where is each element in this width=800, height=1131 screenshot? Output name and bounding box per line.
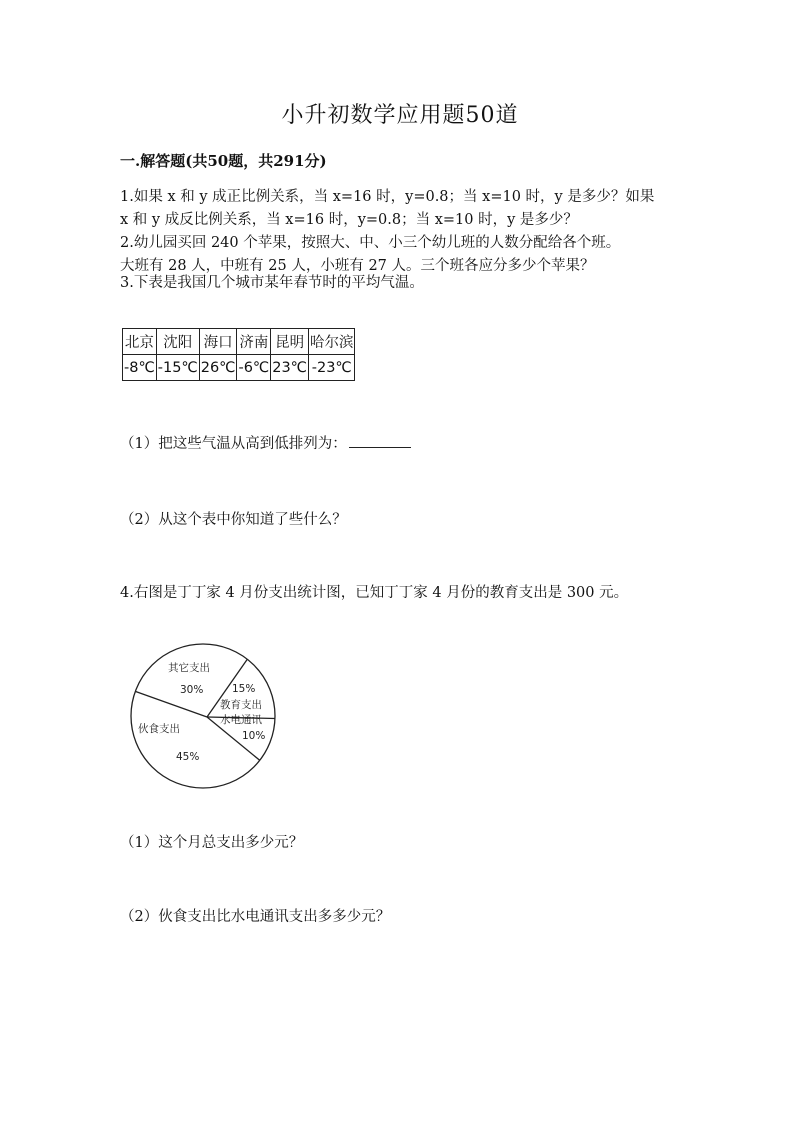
pie-value-education: 15% (232, 683, 256, 695)
table-cell-city: 沈阳 (156, 329, 199, 355)
pie-label-food: 伙食支出 (138, 723, 180, 735)
answer-blank[interactable] (349, 433, 411, 448)
pie-value-food: 45% (176, 751, 200, 763)
section-heading: 一.解答题(共50题，共291分) (120, 152, 327, 170)
question-3-text: 3.下表是我国几个城市某年春节时的平均气温。 (120, 275, 424, 291)
question-2-line-1: 2.幼儿园买回 240 个苹果，按照大、中、小三个幼儿班的人数分配给各个班。 (120, 235, 621, 251)
pie-value-other: 30% (180, 684, 204, 696)
pie-value-utilities: 10% (242, 730, 266, 742)
pie-label-utilities: 水电通讯 (220, 714, 262, 726)
question-4-sub-2: （2）伙食支出比水电通讯支出多多少元？ (120, 909, 391, 925)
table-cell-city: 济南 (237, 329, 271, 355)
question-4-text: 4.右图是丁丁家 4 月份支出统计图，已知丁丁家 4 月份的教育支出是 300 元。 (120, 585, 629, 601)
table-cell-temp: 26℃ (199, 355, 237, 381)
question-1-line-2: x 和 y 成反比例关系，当 x=16 时，y=0.8；当 x=10 时，y 是多少？ (120, 212, 578, 228)
table-cell-city: 北京 (123, 329, 157, 355)
table-cell-city: 海口 (199, 329, 237, 355)
question-4 (120, 582, 690, 605)
pie-svg (124, 640, 284, 790)
table-cell-temp: -6℃ (237, 355, 271, 381)
question-3-sub-1 (120, 432, 411, 453)
question-1-line-1: 1.如果 x 和 y 成正比例关系，当 x=16 时，y=0.8；当 x=10 时，y 是多少？如果 (120, 189, 655, 205)
expense-pie-chart (124, 640, 284, 790)
table-cell-temp: -23℃ (308, 355, 355, 381)
table-cell-city: 哈尔滨 (308, 329, 355, 355)
table-cell-temp: 23℃ (271, 355, 309, 381)
page-title: 小升初数学应用题50道 (281, 103, 519, 128)
pie-label-other: 其它支出 (168, 662, 210, 674)
question-3-sub-1-text: （1）把这些气温从高到低排列为： (120, 436, 347, 452)
question-2-line-2: 大班有 28 人，中班有 25 人，小班有 27 人。三个班各应分多少个苹果？ (120, 258, 595, 274)
question-3 (120, 272, 690, 295)
temperature-table (122, 328, 355, 381)
table-row-cities (123, 329, 355, 355)
table-cell-city: 昆明 (271, 329, 309, 355)
pie-label-education: 教育支出 (220, 699, 262, 711)
question-4-sub-1: （1）这个月总支出多少元？ (120, 835, 304, 851)
table-cell-temp: -15℃ (156, 355, 199, 381)
table-row-temperatures (123, 355, 355, 381)
question-1 (120, 186, 690, 232)
table-cell-temp: -8℃ (123, 355, 157, 381)
question-3-sub-2: （2）从这个表中你知道了些什么？ (120, 512, 347, 528)
